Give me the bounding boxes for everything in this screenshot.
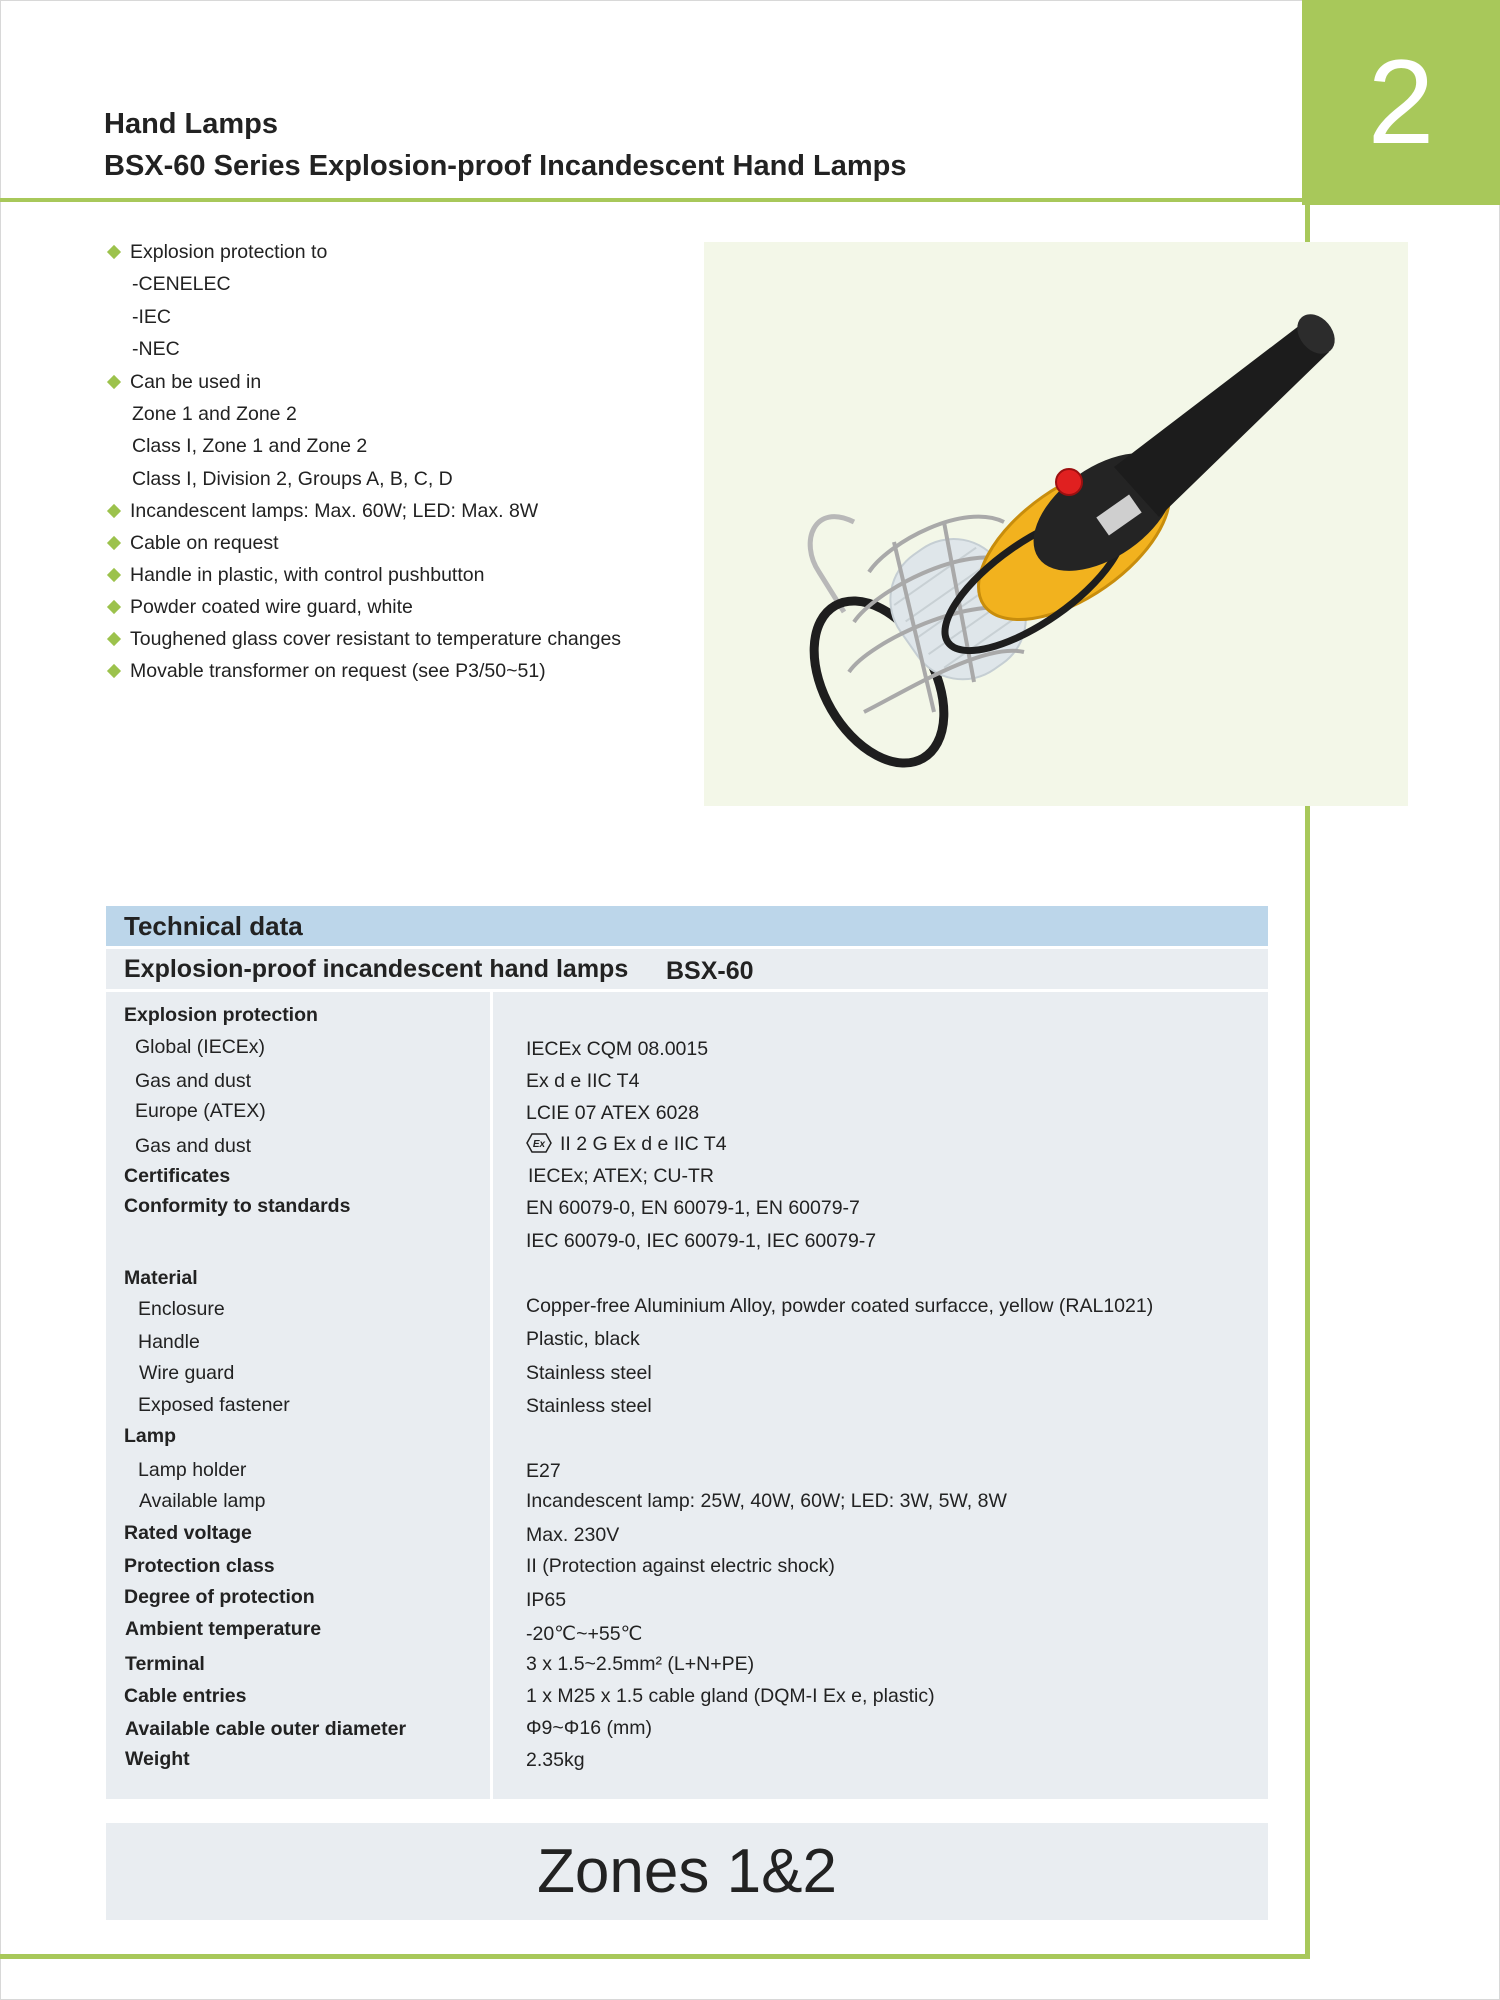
- value-ambient-temperature: -20℃~+55℃: [526, 1623, 643, 1645]
- label-ambient-temperature: Ambient temperature: [125, 1618, 322, 1640]
- feature-item: Cable on request: [104, 527, 704, 559]
- label-cable-diameter: Available cable outer diameter: [125, 1718, 407, 1740]
- value-rated-voltage: Max. 230V: [526, 1524, 620, 1546]
- feature-item: Incandescent lamps: Max. 60W; LED: Max. 8W: [104, 495, 704, 527]
- value-atex-marking: Ex II 2 G Ex d e IIC T4: [526, 1133, 727, 1156]
- label-lamp: Lamp: [124, 1425, 177, 1447]
- zones-banner: Zones 1&2: [106, 1823, 1268, 1920]
- technical-data-table: [106, 906, 1268, 1799]
- product-type: Explosion-proof incandescent hand lamps: [124, 955, 629, 983]
- feature-item: Powder coated wire guard, white: [104, 591, 704, 623]
- header-rule: [0, 198, 1310, 202]
- label-explosion-protection: Explosion protection: [124, 1004, 318, 1026]
- diamond-bullet-icon: [107, 600, 121, 614]
- table-body: [106, 992, 1268, 1799]
- feature-item: Toughened glass cover resistant to temperature changes: [104, 623, 704, 655]
- label-terminal: Terminal: [125, 1653, 205, 1675]
- label-gas-dust: Gas and dust: [135, 1070, 251, 1092]
- label-weight: Weight: [125, 1748, 190, 1770]
- feature-list: [104, 236, 704, 687]
- value-exposed-fastener: Stainless steel: [526, 1395, 652, 1417]
- column-divider: [490, 992, 493, 1799]
- value-iecex-marking: Ex d e IIC T4: [526, 1070, 640, 1092]
- value-lamp-holder: E27: [526, 1460, 561, 1482]
- model-number: BSX-60: [666, 957, 754, 985]
- category-title: Hand Lamps: [104, 108, 279, 140]
- label-conformity: Conformity to standards: [124, 1195, 351, 1217]
- value-atex-cert: LCIE 07 ATEX 6028: [526, 1102, 700, 1124]
- label-lamp-holder: Lamp holder: [138, 1459, 247, 1481]
- feature-subitem: Zone 1 and Zone 2: [132, 402, 297, 425]
- label-global-iecex: Global (IECEx): [135, 1036, 266, 1058]
- feature-subitem: -CENELEC: [132, 273, 231, 295]
- red-pushbutton: [1056, 469, 1082, 495]
- feature-subitem: -IEC: [132, 305, 171, 328]
- diamond-bullet-icon: [107, 664, 121, 678]
- diamond-bullet-icon: [107, 245, 121, 259]
- svg-text:Ex: Ex: [532, 1139, 546, 1150]
- table-subheader: [106, 949, 1268, 989]
- value-iecex-cert: IECEx CQM 08.0015: [526, 1038, 709, 1060]
- diamond-bullet-icon: [107, 632, 121, 646]
- value-enclosure: Copper-free Aluminium Alloy, powder coated surfacce, yellow (RAL1021): [526, 1295, 1154, 1317]
- label-europe-atex: Europe (ATEX): [135, 1100, 266, 1122]
- value-wire-guard: Stainless steel: [526, 1362, 652, 1384]
- value-cable-entries: 1 x M25 x 1.5 cable gland (DQM-I Ex e, plastic): [526, 1685, 935, 1707]
- footer-rule: [0, 1954, 1310, 1959]
- label-degree-of-protection: Degree of protection: [124, 1586, 315, 1608]
- label-gas-dust: Gas and dust: [135, 1135, 251, 1157]
- diamond-bullet-icon: [107, 568, 121, 582]
- feature-item: Explosion protection to -CENELEC -IEC -NEC: [104, 236, 704, 366]
- value-available-lamp: Incandescent lamp: 25W, 40W, 60W; LED: 3W, 5W, 8W: [526, 1490, 1007, 1512]
- value-protection-class: II (Protection against electric shock): [526, 1555, 835, 1577]
- feature-item: Movable transformer on request (see P3/50~51): [104, 655, 704, 687]
- value-terminal: 3 x 1.5~2.5mm² (L+N+PE): [526, 1653, 755, 1675]
- feature-item: Handle in plastic, with control pushbutton: [104, 559, 704, 591]
- label-wire-guard: Wire guard: [139, 1362, 235, 1384]
- feature-subitem: Class I, Division 2, Groups A, B, C, D: [132, 467, 453, 490]
- value-standards-en: EN 60079-0, EN 60079-1, EN 60079-7: [526, 1197, 860, 1219]
- ex-hexagon-icon: [526, 1133, 552, 1153]
- handle-shape: [1114, 322, 1329, 517]
- label-material: Material: [124, 1267, 198, 1289]
- label-cable-entries: Cable entries: [124, 1685, 247, 1707]
- diamond-bullet-icon: [107, 374, 121, 388]
- label-protection-class: Protection class: [124, 1555, 275, 1577]
- series-title: BSX-60 Series Explosion-proof Incandescent Hand Lamps: [104, 150, 907, 182]
- hand-lamp-illustration: [704, 242, 1408, 806]
- feature-subitem: Class I, Zone 1 and Zone 2: [132, 435, 368, 457]
- value-weight: 2.35kg: [526, 1749, 585, 1771]
- label-available-lamp: Available lamp: [139, 1490, 266, 1512]
- value-certificates: IECEx; ATEX; CU-TR: [528, 1165, 714, 1187]
- label-enclosure: Enclosure: [138, 1298, 225, 1320]
- label-rated-voltage: Rated voltage: [124, 1522, 252, 1544]
- value-handle: Plastic, black: [526, 1328, 640, 1350]
- diamond-bullet-icon: [107, 536, 121, 550]
- label-exposed-fastener: Exposed fastener: [138, 1394, 290, 1416]
- product-photo: [704, 242, 1408, 806]
- table-header: Technical data: [106, 906, 1268, 946]
- label-certificates: Certificates: [124, 1165, 231, 1187]
- value-cable-diameter: Φ9~Φ16 (mm): [526, 1717, 652, 1739]
- label-handle: Handle: [138, 1331, 200, 1353]
- chapter-number: 2: [1302, 0, 1500, 205]
- value-standards-iec: IEC 60079-0, IEC 60079-1, IEC 60079-7: [526, 1230, 877, 1252]
- feature-subitem: -NEC: [132, 338, 180, 360]
- feature-item: Can be used in Zone 1 and Zone 2 Class I, Zone 1 and Zone 2 Class I, Division 2, Groups A, B, C, D: [104, 366, 704, 496]
- diamond-bullet-icon: [107, 504, 121, 518]
- value-ip-rating: IP65: [526, 1589, 567, 1611]
